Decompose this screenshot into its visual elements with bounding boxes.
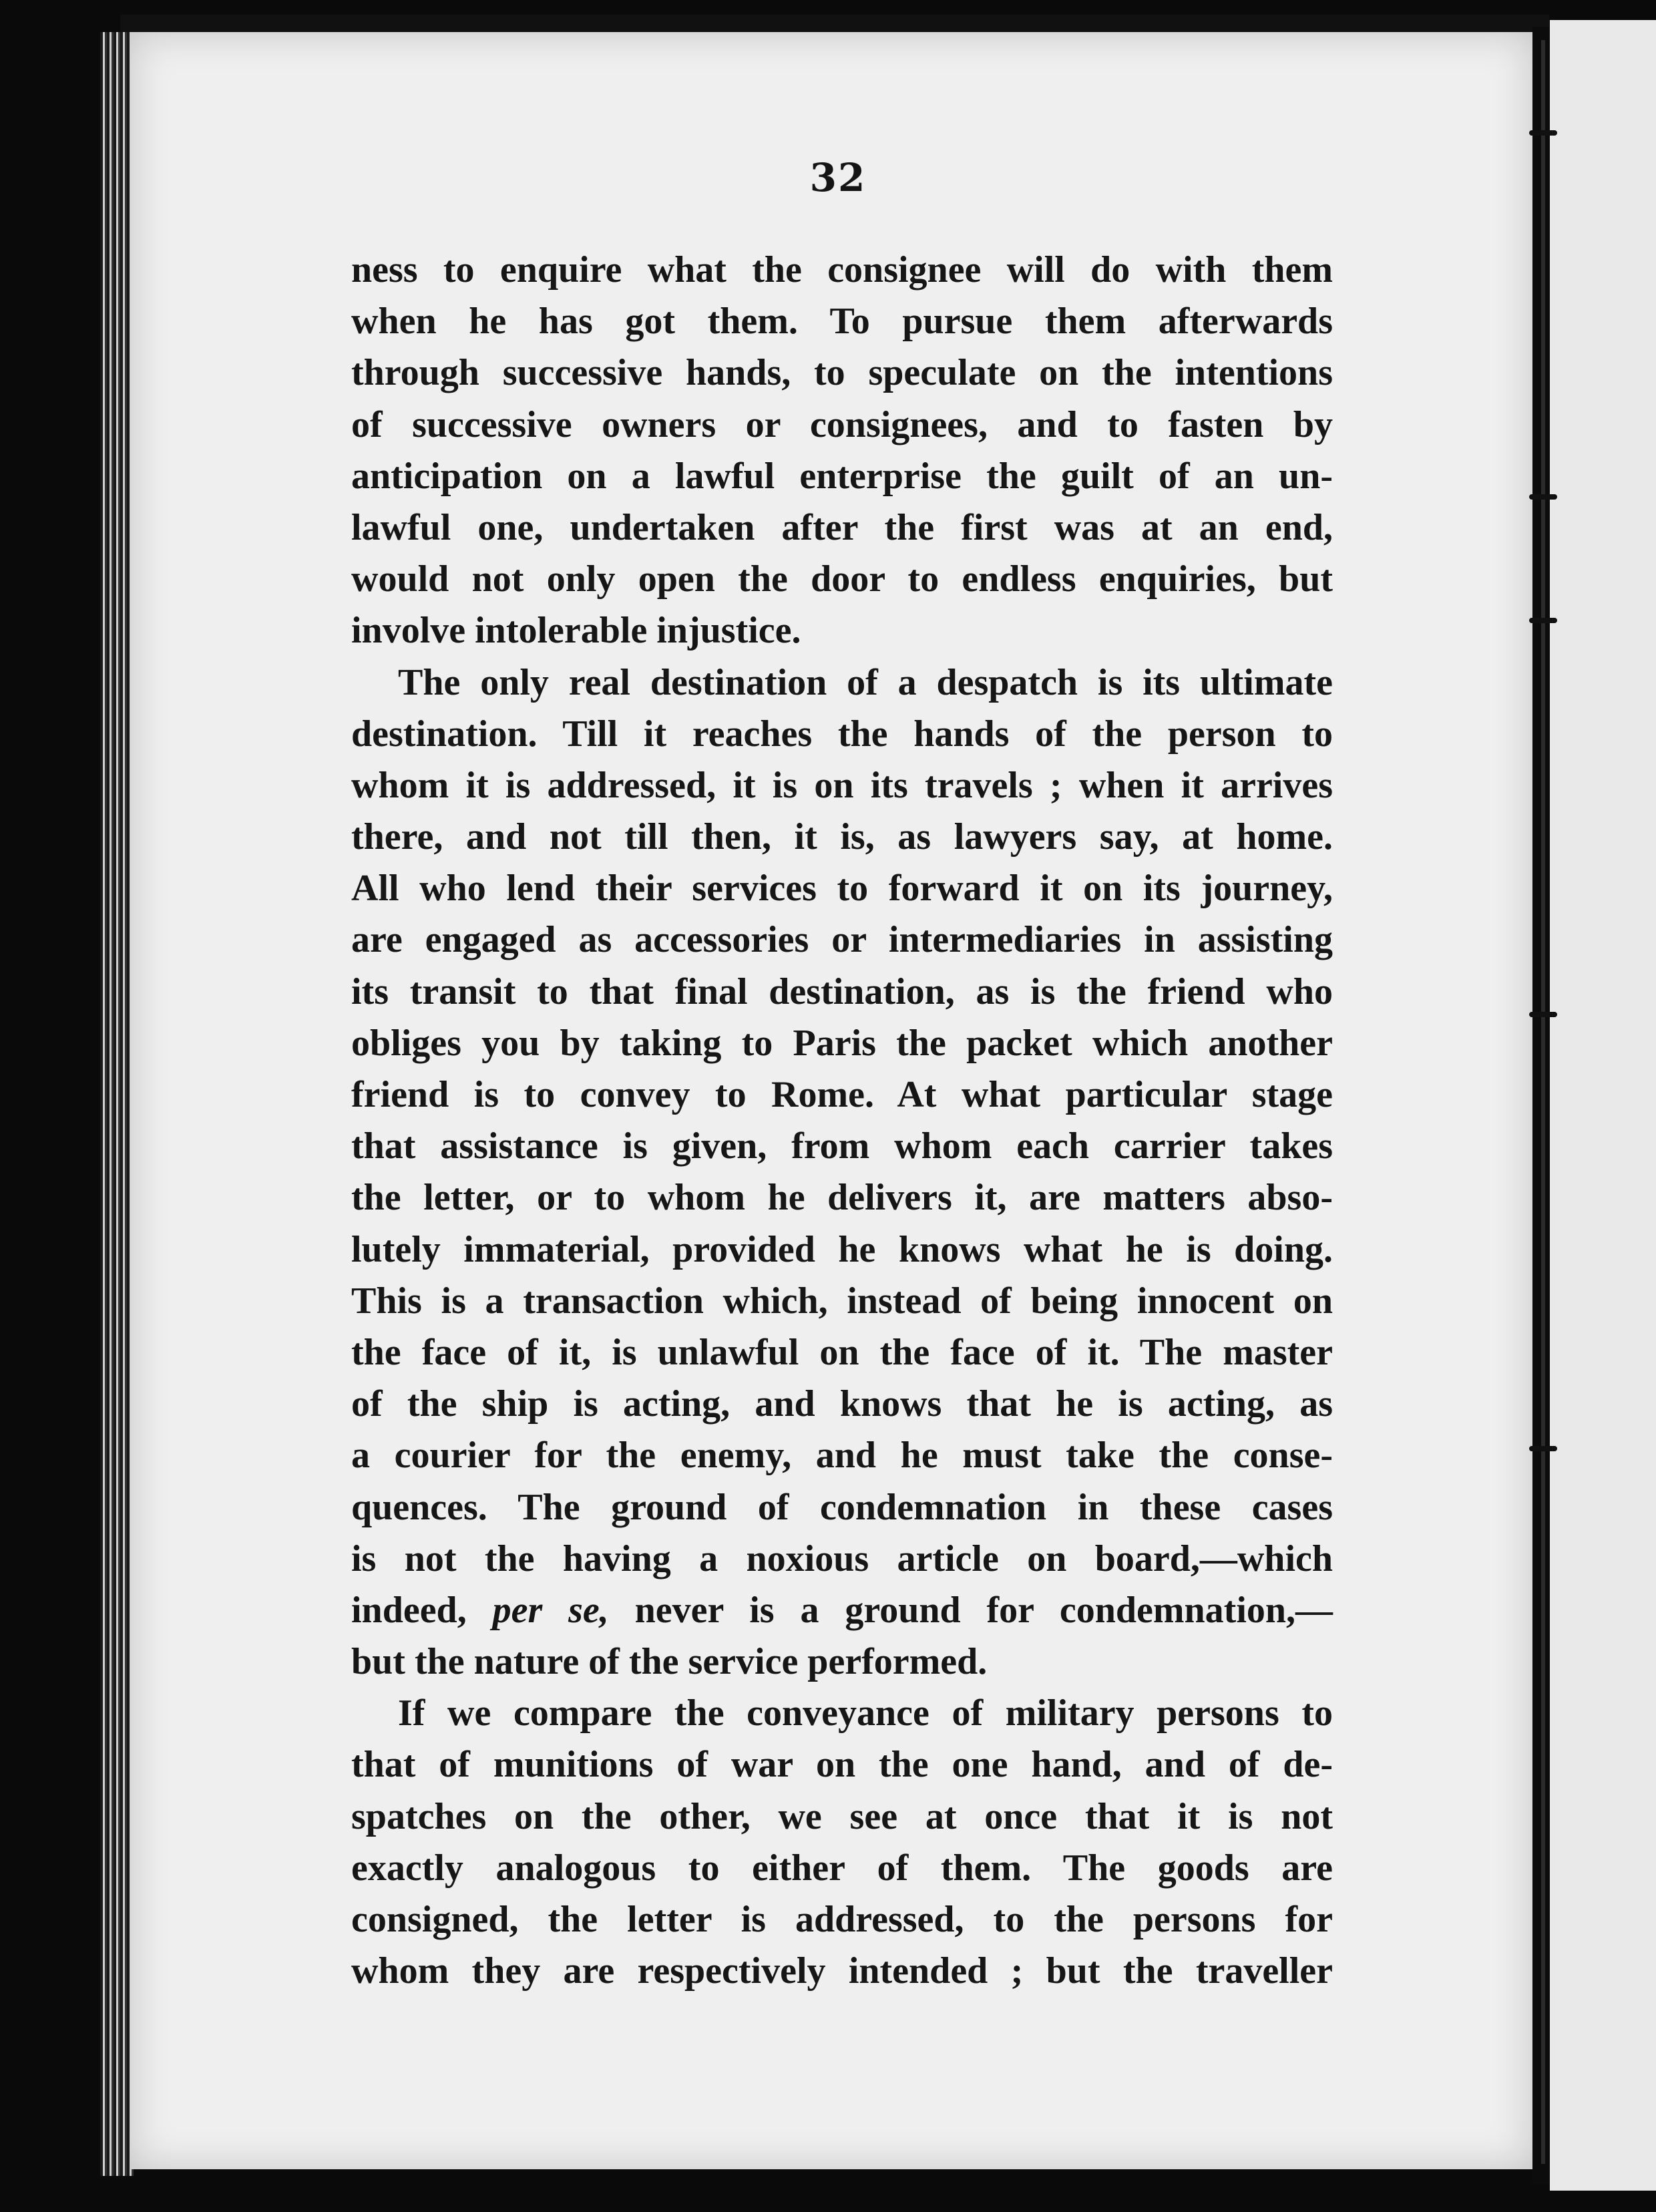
text-line: of the ship is acting, and knows that he is acting, as xyxy=(351,1383,1333,1425)
binding-thread-mark xyxy=(1529,494,1557,500)
text-line: whom they are respectively intended ; but the traveller xyxy=(351,1950,1333,1992)
binding-thread-mark xyxy=(1529,618,1557,623)
text-line: This is a transaction which, instead of being innocent on xyxy=(351,1280,1333,1322)
text-line: friend is to convey to Rome. At what particular stage xyxy=(351,1074,1333,1115)
text-fragment: indeed, xyxy=(351,1589,493,1631)
stacked-page-edges xyxy=(100,32,134,2176)
text-line: of successive owners or consignees, and to fasten by xyxy=(351,403,1333,445)
text-line: but the nature of the service performed. xyxy=(351,1641,988,1683)
text-line: when he has got them. To pursue them afterwards xyxy=(351,301,1333,343)
text-line: obliges you by taking to Paris the packet which another xyxy=(351,1022,1333,1064)
paragraph-3 xyxy=(351,1688,1333,1997)
text-line: ness to enquire what the consignee will do with them xyxy=(351,249,1333,291)
binding-thread-mark xyxy=(1529,1446,1557,1451)
text-line: lutely immaterial, provided he knows what he is doing. xyxy=(351,1228,1333,1270)
paragraph-2 xyxy=(351,657,1333,1688)
text-line: that of munitions of war on the one hand, and of de- xyxy=(351,1744,1333,1786)
text-line: If we compare the conveyance of military persons to xyxy=(398,1692,1333,1734)
text-line: spatches on the other, we see at once that it is not xyxy=(351,1795,1333,1837)
paragraph-1 xyxy=(351,244,1333,657)
text-line: lawful one, undertaken after the first was at an end, xyxy=(351,506,1333,548)
text-line: consigned, the letter is addressed, to the persons for xyxy=(351,1899,1333,1940)
text-line: would not only open the door to endless enquiries, but xyxy=(351,558,1333,600)
facing-page-sliver xyxy=(1550,20,1656,2191)
text-line: is not the having a noxious article on board,—which xyxy=(351,1537,1333,1580)
text-line: a courier for the enemy, and he must take the conse- xyxy=(351,1435,1333,1477)
text-line: the face of it, is unlawful on the face of it. The master xyxy=(351,1331,1333,1373)
text-line: that assistance is given, from whom each carrier takes xyxy=(351,1125,1333,1167)
body-text xyxy=(351,244,1333,1997)
text-fragment: never is a ground for condemnation,— xyxy=(608,1589,1333,1631)
text-line: there, and not till then, it is, as lawyers say, at home. xyxy=(351,816,1333,858)
text-line: The only real destination of a despatch is its ultimate xyxy=(398,661,1333,703)
text-line: whom it is addressed, it is on its travels ; when it arrives xyxy=(351,764,1333,806)
italic-latin-phrase: per se, xyxy=(492,1589,609,1631)
text-line: anticipation on a lawful enterprise the guilt of an un- xyxy=(351,455,1333,497)
text-line: are engaged as accessories or intermediaries in assisting xyxy=(351,919,1333,961)
text-line: its transit to that final destination, as is the friend who xyxy=(351,970,1333,1012)
binding-thread-mark xyxy=(1529,1012,1557,1017)
binding-thread-mark xyxy=(1529,130,1557,136)
facing-page-edge xyxy=(1541,40,1545,2164)
text-line: All who lend their services to forward it on its journey, xyxy=(351,868,1333,910)
top-shadow-edge xyxy=(120,15,1549,32)
text-line: destination. Till it reaches the hands of the person to xyxy=(351,713,1333,755)
page-number: 32 xyxy=(809,155,867,200)
text-line: the letter, or to whom he delivers it, are matters abso- xyxy=(351,1177,1333,1219)
text-line: through successive hands, to speculate on the intentions xyxy=(351,352,1333,394)
text-line: involve intolerable injustice. xyxy=(351,610,801,652)
text-line-with-italic xyxy=(351,1585,1333,1636)
text-line: exactly analogous to either of them. The goods are xyxy=(351,1847,1333,1889)
text-line: quences. The ground of condemnation in these cases xyxy=(351,1486,1333,1528)
